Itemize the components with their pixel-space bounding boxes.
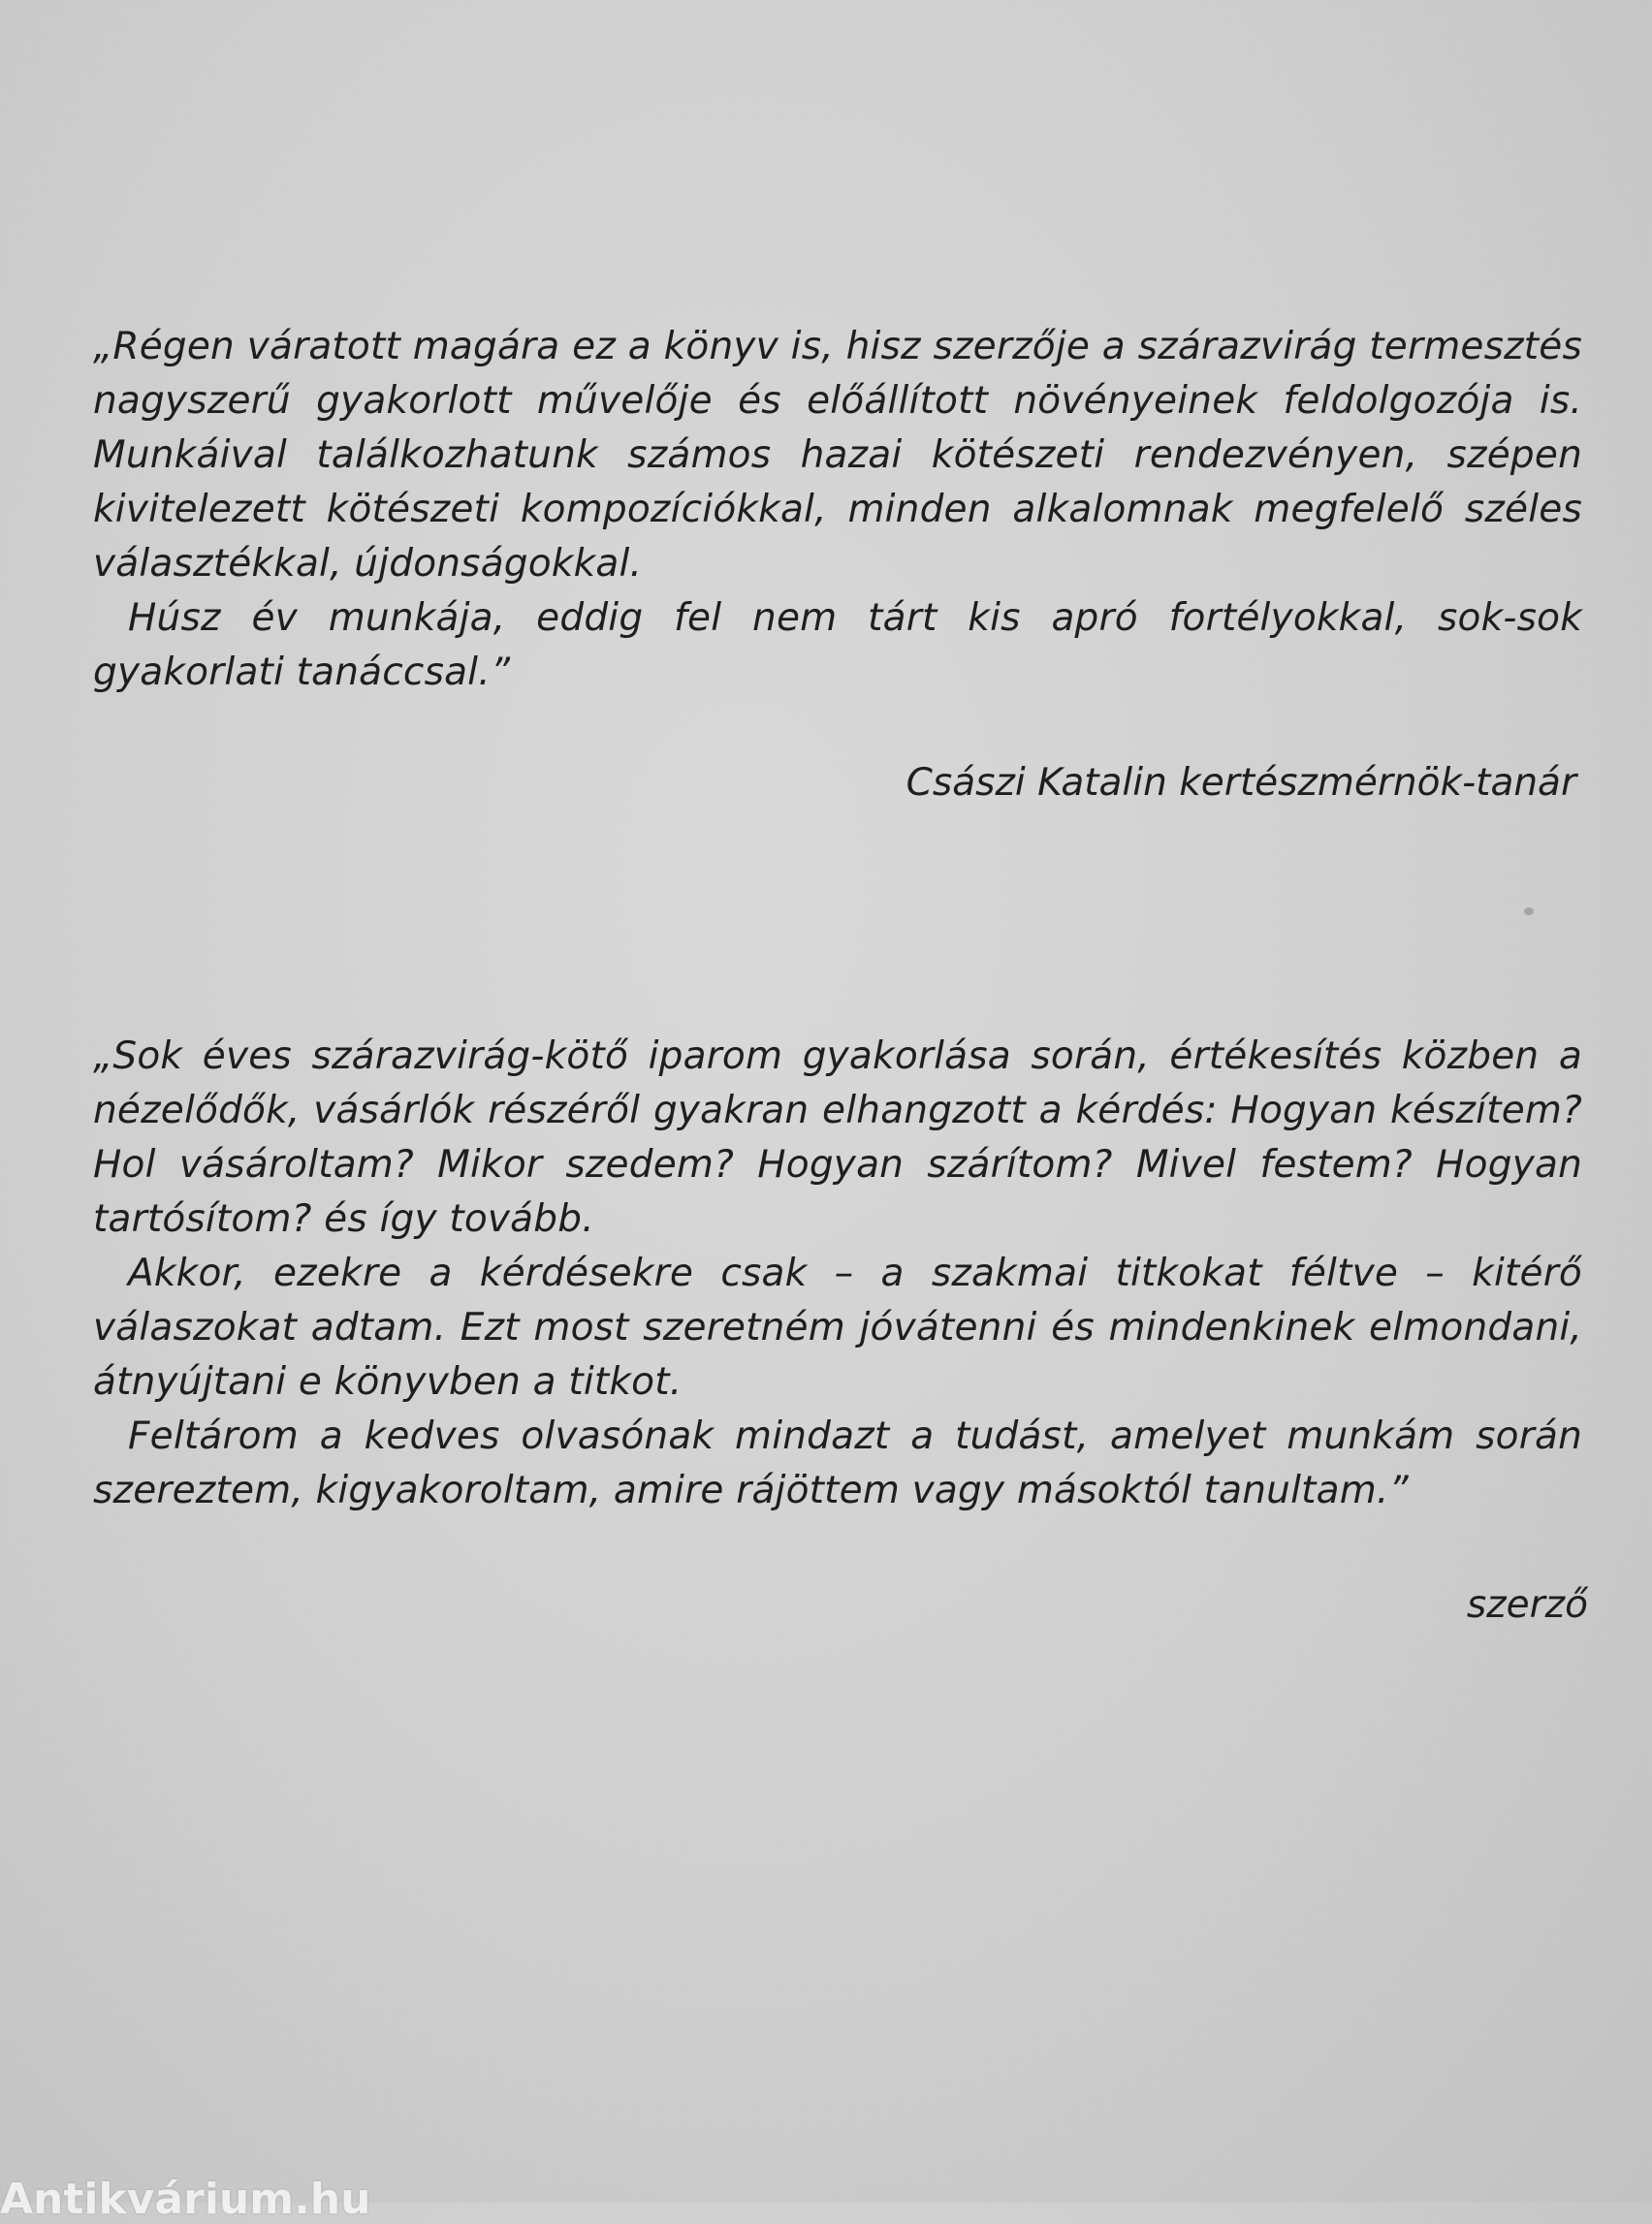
quote-1-paragraph-2: Húsz év munkája, eddig fel nem tárt kis apró fortélyokkal, sok-sok gyakorlati tanáccsal.”	[93, 596, 1582, 694]
quote-2-paragraph-1: „Sok éves szárazvirág-kötő iparom gyakorlása során, értékesítés közben a nézelődők, vásárlók részéről gyakran elhangzott a kérdés: Hogyan készítem? Hol vásároltam? Mikor szedem? Hogyan szárítom? Mivel festem? Hogyan tartósítom? és így tovább.	[93, 1034, 1582, 1241]
quote-2-paragraph-2: Akkor, ezekre a kérdésekre csak – a szakmai titkokat féltve – kitérő válaszokat adtam. Ezt most szeretném jóvátenni és mindenkinek elmondani, átnyújtani e könyvben a titkot.	[93, 1252, 1582, 1404]
watermark: Antikvárium.hu	[0, 2175, 371, 2224]
quote-1-attribution: Császi Katalin kertészmérnök-tanár	[905, 761, 1576, 805]
quote-block-1	[93, 320, 1582, 700]
quote-1-paragraph-1: „Régen váratott magára ez a könyv is, hisz szerzője a szárazvirág termesztés nagyszerű gyakorlott művelője és előállított növényeinek feldolgozója is. Munkáival találkozhatunk számos hazai kötészeti rendezvényen, szépen kivitelezett kötészeti kompozíciókkal, minden alkalomnak megfelelő széles választékkal, újdonságokkal.	[93, 325, 1582, 586]
quote-block-2	[93, 1030, 1582, 1518]
paper-speck	[1524, 907, 1534, 915]
quote-2-attribution: szerző	[1466, 1583, 1588, 1627]
quote-2-paragraph-3: Feltárom a kedves olvasónak mindazt a tudást, amelyet munkám során szereztem, kigyakoroltam, amire rájöttem vagy másoktól tanultam.”	[93, 1414, 1582, 1512]
